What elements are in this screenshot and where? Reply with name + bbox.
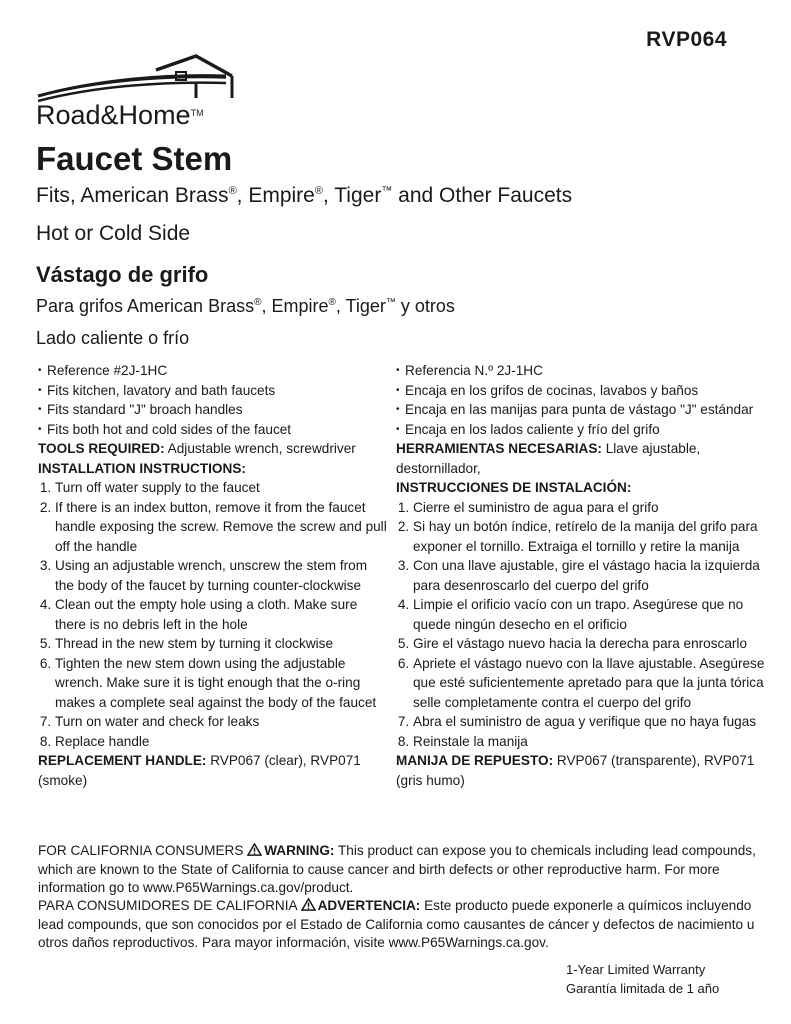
- list-item: 1. Cierre el suministro de agua para el grifo: [413, 498, 766, 518]
- list-item: • Encaja en los grifos de cocinas, lavabos y baños: [396, 381, 766, 401]
- house-roof-icon: [36, 54, 246, 104]
- product-fits: Fits, American Brass®, Empire®, Tiger™ and Other Faucets: [36, 184, 573, 207]
- tools-required: TOOLS REQUIRED: Adjustable wrench, screwdriver: [38, 441, 356, 456]
- list-item: 3. Con una llave ajustable, gire el vástago hacia la izquierda para desenroscarlo del cuerpo del grifo: [413, 556, 766, 595]
- prop65-warning: FOR CALIFORNIA CONSUMERS WARNING: This product can expose you to chemicals including lead compounds, which are known to the State of California to cause cancer and birth defects or other reproductive harm. For more information go to www.P65Warnings.ca.gov/product.: [38, 843, 756, 895]
- installation-steps: [38, 478, 388, 751]
- list-item: 2. If there is an index button, remove it from the faucet handle exposing the screw. Remove the screw and pull off the handle: [55, 498, 388, 557]
- list-item: 6. Tighten the new stem down using the adjustable wrench. Make sure it is tight enough that the o-ring makes a complete seal against the body of the faucet: [55, 654, 388, 713]
- brand-name: Road&Home™: [36, 100, 204, 130]
- list-item: 1. Turn off water supply to the faucet: [55, 478, 388, 498]
- list-item: 2. Si hay un botón índice, retírelo de la manija del grifo para exponer el tornillo. Extraiga el tornillo y retire la manija: [413, 517, 766, 556]
- product-side: Hot or Cold Side: [36, 222, 191, 245]
- product-title-es: Vástago de grifo: [36, 262, 209, 287]
- feature-list: [38, 361, 388, 439]
- product-title: Faucet Stem: [36, 140, 233, 177]
- prop65-warning-es: PARA CONSUMIDORES DE CALIFORNIA ADVERTENCIA: Este producto puede exponerle a químicos incluyendo lead compounds, que son conocidos por el Estado de California como causantes de cáncer y defectos de nacimiento u otros daños reproductivos. Para mayor información, visite www.P65Warnings.ca.gov.: [38, 898, 755, 950]
- list-item: 5. Thread in the new stem by turning it clockwise: [55, 634, 388, 654]
- feature-list-es: [396, 361, 766, 439]
- installation-heading-es: INSTRUCCIONES DE INSTALACIÓN:: [396, 480, 632, 495]
- installation-heading: INSTALLATION INSTRUCTIONS:: [38, 460, 246, 476]
- warning-triangle-icon: [301, 898, 316, 911]
- list-item: 7. Abra el suministro de agua y verifique que no haya fugas: [413, 712, 766, 732]
- list-item: • Fits standard "J" broach handles: [38, 400, 388, 420]
- list-item: 3. Using an adjustable wrench, unscrew the stem from the body of the faucet by turning counter-clockwise: [55, 556, 388, 595]
- list-item: • Encaja en las manijas para punta de vástago "J" estándar: [396, 400, 766, 420]
- list-item: 5. Gire el vástago nuevo hacia la derecha para enroscarlo: [413, 634, 766, 654]
- list-item: • Fits both hot and cold sides of the faucet: [38, 420, 388, 440]
- english-column: [38, 361, 388, 790]
- product-fits-es: Para grifos American Brass®, Empire®, Tiger™ y otros: [36, 296, 455, 316]
- installation-steps-es: [396, 498, 766, 752]
- spanish-column: [396, 361, 766, 790]
- tools-required-es: HERRAMIENTAS NECESARIAS: Llave ajustable, destornillador,: [396, 441, 701, 476]
- sku-code: RVP064: [646, 28, 727, 51]
- list-item: 8. Replace handle: [55, 732, 388, 752]
- warranty-en: 1-Year Limited Warranty: [566, 962, 706, 977]
- list-item: • Encaja en los lados caliente y frío del grifo: [396, 420, 766, 440]
- list-item: 7. Turn on water and check for leaks: [55, 712, 388, 732]
- product-side-es: Lado caliente o frío: [36, 328, 190, 348]
- list-item: 8. Reinstale la manija: [413, 732, 766, 752]
- warranty-block: [566, 960, 719, 998]
- brand-logo: [36, 54, 246, 132]
- list-item: 4. Limpie el orificio vacío con un trapo. Asegúrese que no quede ningún desecho en el orificio: [413, 595, 766, 634]
- list-item: 4. Clean out the empty hole using a cloth. Make sure there is no debris left in the hole: [55, 595, 388, 634]
- list-item: • Fits kitchen, lavatory and bath faucets: [38, 381, 388, 401]
- list-item: • Reference #2J-1HC: [38, 361, 388, 381]
- warranty-es: Garantía limitada de 1 año: [566, 981, 720, 996]
- list-item: 6. Apriete el vástago nuevo con la llave ajustable. Asegúrese que esté suficientemente apretado para que la junta tórica selle completamente contra el cuerpo del grifo: [413, 654, 766, 713]
- replacement-handle: REPLACEMENT HANDLE: RVP067 (clear), RVP071 (smoke): [38, 753, 361, 788]
- warning-triangle-icon: [247, 843, 262, 856]
- list-item: • Referencia N.º 2J-1HC: [396, 361, 766, 381]
- replacement-handle-es: MANIJA DE REPUESTO: RVP067 (transparente), RVP071 (gris humo): [396, 753, 755, 788]
